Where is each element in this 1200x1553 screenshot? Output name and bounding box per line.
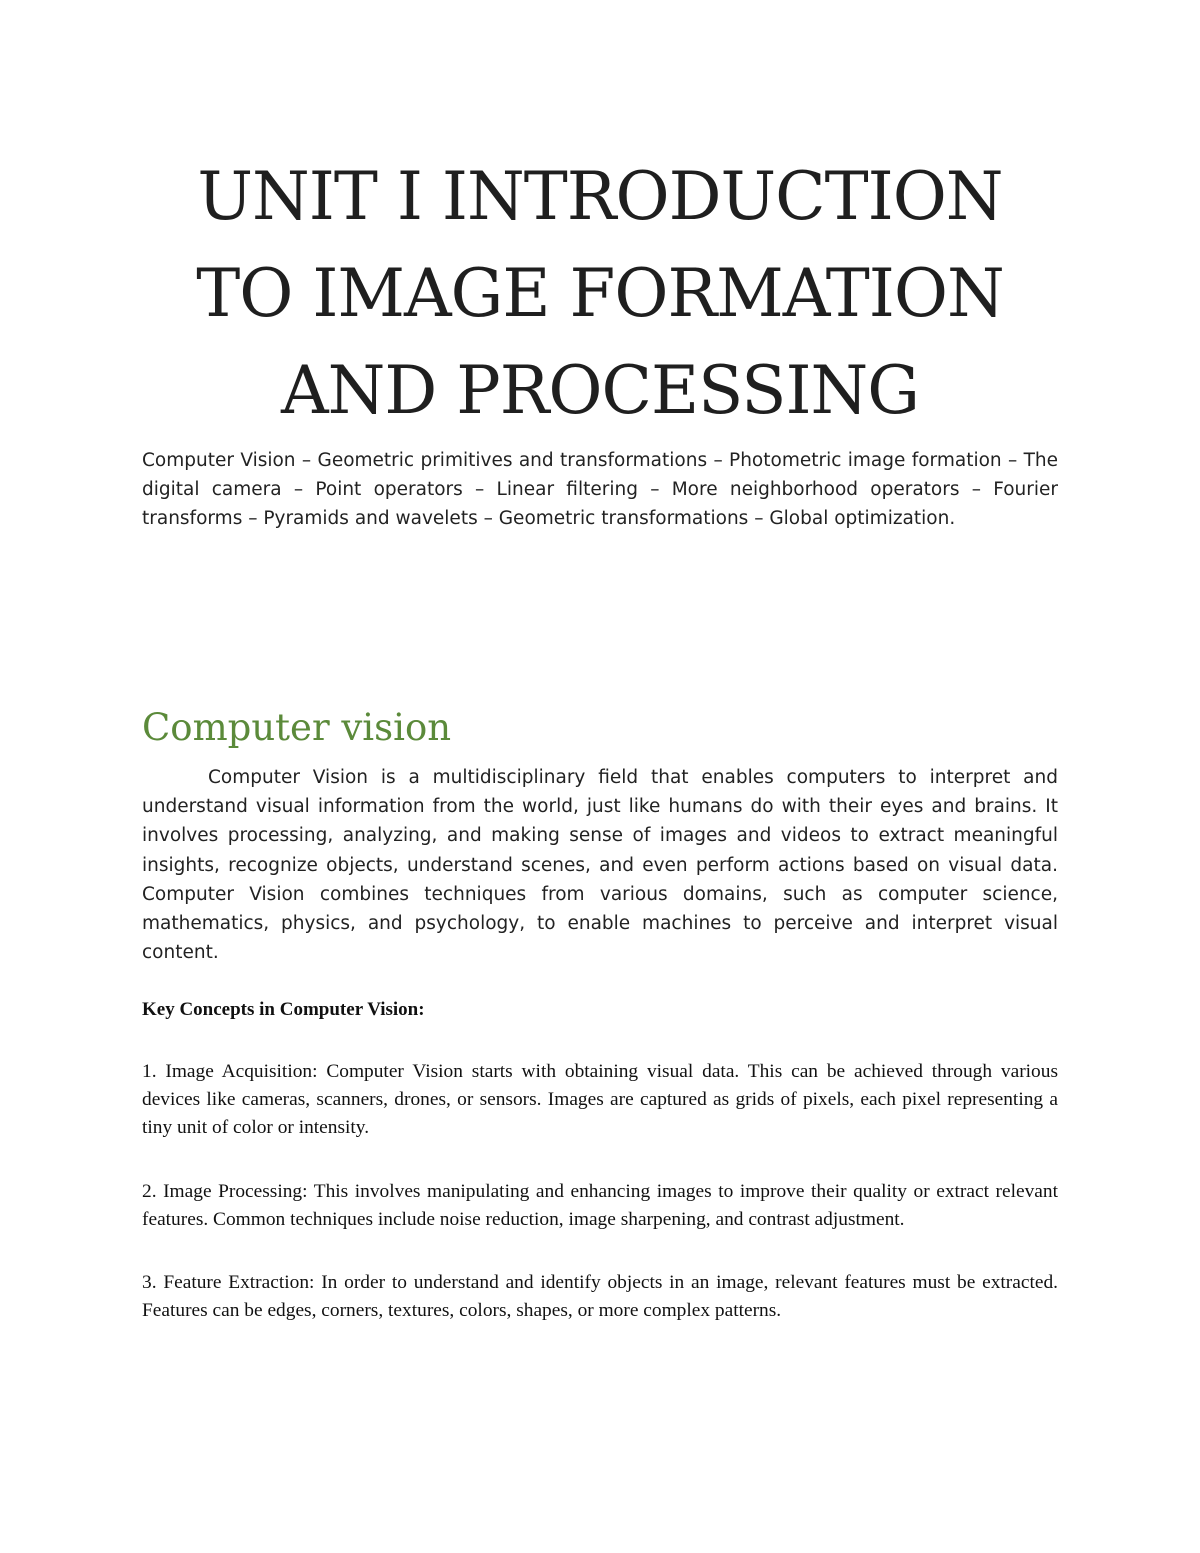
syllabus-topics: Computer Vision – Geometric primitives and transformations – Photometric image formation – The digital camera – Point operators – Linear filtering – More neighborhood operators – Fourier transforms – Pyramids and wavelets – Geometric transformations – Global optimization. bbox=[142, 450, 1058, 529]
key-concepts-heading: Key Concepts in Computer Vision: bbox=[142, 999, 425, 1020]
key-concept-item: 2. Image Processing: This involves manipulating and enhancing images to improve their quality or extract relevant features. Common techniques include noise reduction, image sharpening, and contrast adjustment. bbox=[142, 1181, 1058, 1231]
title-line-3: AND PROCESSING bbox=[280, 352, 919, 429]
title-line-1: UNIT I INTRODUCTION bbox=[197, 158, 1003, 235]
document-title bbox=[142, 148, 1058, 439]
key-concept-item: 3. Feature Extraction: In order to understand and identify objects in an image, relevant features must be extracted. Features can be edges, corners, textures, colors, shapes, or more complex patterns. bbox=[142, 1272, 1058, 1322]
section-heading: Computer vision bbox=[142, 706, 452, 749]
intro-paragraph: Computer Vision is a multidisciplinary field that enables computers to interpret and understand visual information from the world, just like humans do with their eyes and brains. It involves processing, analyzing, and making sense of images and videos to extract meaningful insights, recognize objects, understand scenes, and even perform actions based on visual data. Computer Vision combines techniques from various domains, such as computer science, mathematics, physics, and psychology, to enable machines to perceive and interpret visual content. bbox=[142, 767, 1058, 964]
title-line-2: TO IMAGE FORMATION bbox=[196, 255, 1004, 332]
key-concept-item: 1. Image Acquisition: Computer Vision starts with obtaining visual data. This can be achieved through various devices like cameras, scanners, drones, or sensors. Images are captured as grids of pixels, each pixel representing a tiny unit of color or intensity. bbox=[142, 1061, 1058, 1139]
